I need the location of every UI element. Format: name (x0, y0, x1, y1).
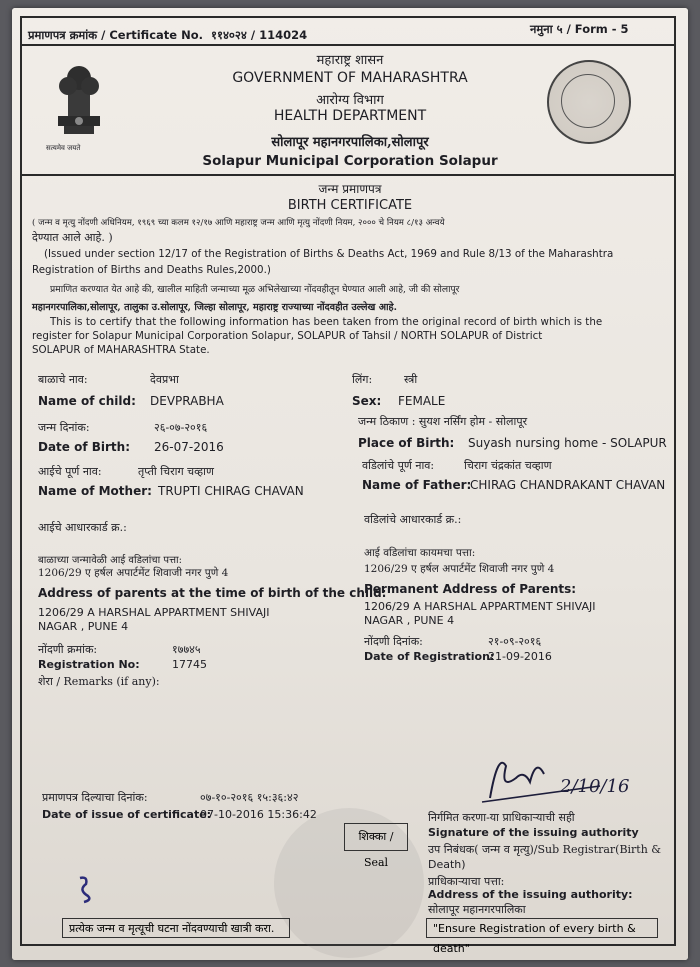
mother-mr-label: आईचे पूर्ण नाव: (38, 465, 102, 478)
emblem-caption: सत्यमेव जयते (46, 144, 81, 152)
certificate-number (28, 28, 307, 43)
addr-perm-label: Permanent Address of Parents: (364, 582, 577, 596)
issue-date-label: Date of issue of certificate: (42, 808, 212, 821)
sig-mr-label: निर्गमित करणा-या प्राधिकाऱ्याची सही (428, 811, 575, 824)
reg-date-mr-label: नोंदणी दिनांक: (364, 635, 423, 648)
reg-no-mr-label: नोंदणी क्रमांक: (38, 643, 98, 656)
intro-marathi-1: ( जन्म व मृत्यु नोंदणी अधिनियम, १९६९ च्या कलम १२/१७ आणि महाराष्ट्र जन्म आणि मृत्यु नोंदणी नियम, २००० चे नियम ८/१३ अन्वये (32, 218, 445, 228)
dob-mr-label: जन्म दिनांक: (38, 421, 90, 434)
dob: 26-07-2016 (154, 440, 224, 454)
addr-perm-mr: 1206/29 ए हर्षल अपार्टमेंट शिवाजी नगर पुणे 4 (364, 563, 555, 575)
father-label: Name of Father: (362, 478, 472, 492)
state-english: GOVERNMENT OF MAHARASHTRA (232, 70, 468, 86)
slogan-english: "Ensure Registration of every birth & death" (426, 918, 658, 938)
addr-birth-2: NAGAR , PUNE 4 (38, 620, 129, 633)
addr-birth-mr-label: बाळाच्या जन्मावेळी आई वडिलांचा पत्ता: (38, 555, 182, 566)
reg-no-mr: १७७४५ (172, 643, 201, 656)
certify-english-3: SOLAPUR of MAHARASHTRA State. (32, 344, 210, 356)
header-divider (20, 44, 676, 46)
sex-mr-label: लिंग: (352, 373, 373, 386)
mother-label: Name of Mother: (38, 484, 152, 498)
issue-date-mr: ०७-१०-२०१६ १५:३६:४२ (200, 791, 299, 804)
reg-date: 21-09-2016 (488, 650, 552, 663)
corp-english: Solapur Municipal Corporation Solapur (202, 153, 498, 169)
intro-english-1: (Issued under section 12/17 of the Registration of Births & Deaths Act, 1969 and Rule 8/13 of the Maharashtra (44, 248, 614, 260)
ink-mark (74, 874, 96, 904)
father-mr-label: वडिलांचे पूर्ण नाव: (362, 459, 435, 472)
intro-marathi-2: देण्यात आले आहे. ) (32, 231, 113, 244)
cert-no-label: प्रमाणपत्र क्रमांक / Certificate No. (28, 28, 203, 42)
cert-no-value: ११४०२४ / 114024 (210, 28, 308, 42)
addr-auth-label: Address of the issuing authority: (428, 888, 633, 901)
dept-marathi: आरोग्य विभाग (316, 93, 384, 108)
sig-label: Signature of the issuing authority (428, 826, 639, 839)
addr-perm-1: 1206/29 A HARSHAL APPARTMENT SHIVAJI (364, 600, 596, 613)
mother-mr: तृप्ती चिराग चव्हाण (138, 465, 214, 478)
sub-registrar-1: उप निबंधक( जन्म व मृत्यु)/Sub Registrar(Birth & (428, 843, 662, 856)
reg-no: 17745 (172, 658, 207, 671)
child-name: DEVPRABHA (150, 394, 224, 408)
reg-date-label: Date of Registration: (364, 650, 495, 663)
certificate-document (12, 8, 688, 960)
title-english: BIRTH CERTIFICATE (287, 198, 413, 213)
addr-birth-1: 1206/29 A HARSHAL APPARTMENT SHIVAJI (38, 606, 270, 619)
issue-date: 07-10-2016 15:36:42 (200, 808, 317, 821)
mother-aadhar-label: आईचे आधारकार्ड क्र.: (38, 521, 127, 534)
dob-label: Date of Birth: (38, 440, 131, 454)
form-number: नमुना ५ / Form - 5 (530, 22, 629, 36)
dob-mr: २६-०७-२०१६ (154, 421, 208, 434)
seal-box: शिक्का / Seal (344, 823, 408, 851)
certify-english-1: This is to certify that the following information has been taken from the original record of birth which is the (50, 316, 603, 328)
certify-marathi-2: महानगरपालिका,सोलापूर, तालुका उ.सोलापूर, जिल्हा सोलापूर, महाराष्ट्र राज्याच्या नोंदवहीत उल्लेख आहे. (32, 302, 397, 313)
slogan-marathi: प्रत्येक जन्म व मृत्यूची घटना नोंदवण्याची खात्री करा. (62, 918, 290, 938)
addr-perm-2: NAGAR , PUNE 4 (364, 614, 455, 627)
pob: Suyash nursing home - SOLAPUR (468, 436, 667, 450)
mother: TRUPTI CHIRAG CHAVAN (158, 484, 304, 498)
signature-date: 2/10/16 (560, 776, 630, 797)
state-marathi: महाराष्ट्र शासन (316, 53, 384, 68)
title-marathi: जन्म प्रमाणपत्र (318, 182, 382, 196)
addr-perm-mr-label: आई वडिलांचा कायमचा पत्ता: (364, 547, 476, 559)
sub-registrar-2: Death) (428, 858, 466, 871)
certify-english-2: register for Solapur Municipal Corporation Solapur, SOLAPUR of Tahsil / NORTH SOLAPUR of District (32, 330, 543, 342)
father: CHIRAG CHANDRAKANT CHAVAN (470, 478, 666, 492)
father-mr: चिराग चंद्रकांत चव्हाण (464, 459, 552, 472)
remarks-label: शेरा / Remarks (if any): (38, 675, 160, 688)
header-bottom-divider (20, 174, 676, 176)
pob-mr: जन्म ठिकाण : सुयश नर्सिंग होम - सोलापूर (358, 415, 528, 428)
child-name-mr: देवप्रभा (150, 373, 179, 386)
issue-date-mr-label: प्रमाणपत्र दिल्याचा दिनांक: (42, 791, 148, 804)
reg-date-mr: २१-०९-२०१६ (488, 635, 542, 648)
certify-marathi-1: प्रमाणित करण्यात येत आहे की, खालील माहिती जन्माच्या मूळ अभिलेखाच्या नोंदवहीतून घेण्यात आली आहे, जी की सोलापूर (50, 284, 460, 295)
child-name-mr-label: बाळाचे नाव: (38, 373, 88, 386)
addr-birth-label: Address of parents at the time of birth of the child: (38, 586, 387, 600)
child-name-label: Name of child: (38, 394, 136, 408)
sex-mr: स्त्री (404, 373, 418, 386)
reg-no-label: Registration No: (38, 658, 140, 671)
pob-label: Place of Birth: (358, 436, 455, 450)
addr-birth-mr: 1206/29 ए हर्षल अपार्टमेंट शिवाजी नगर पुणे 4 (38, 567, 229, 579)
father-aadhar-label: वडिलांचे आधारकार्ड क्र.: (364, 513, 462, 526)
corp-marathi: सोलापूर महानगरपालिका,सोलापूर (271, 135, 429, 150)
dept-english: HEALTH DEPARTMENT (273, 108, 427, 124)
intro-english-2: Registration of Births and Deaths Rules,2000.) (32, 264, 271, 276)
addr-auth-mr: सोलापूर महानगरपालिका (428, 903, 526, 916)
sex: FEMALE (398, 394, 446, 408)
addr-auth-mr-label: प्राधिकाऱ्याचा पत्ता: (428, 875, 505, 888)
sex-label: Sex: (352, 394, 382, 408)
